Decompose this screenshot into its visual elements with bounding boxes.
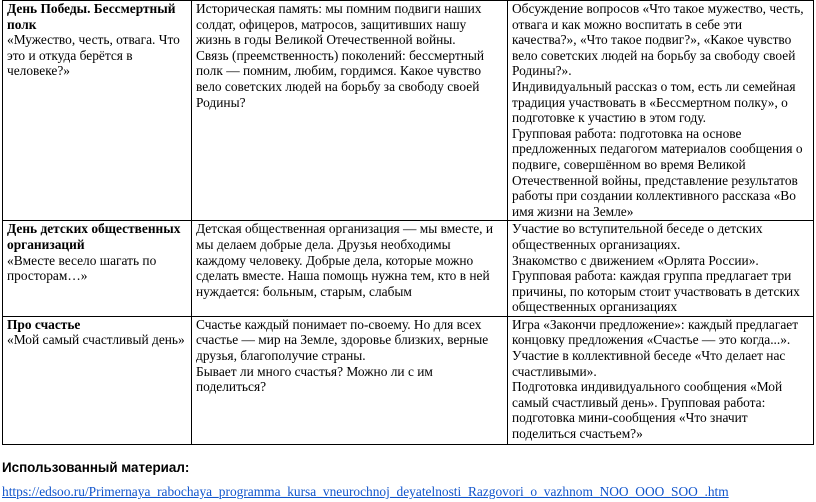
topic-title: День детских общественных организаций — [7, 221, 181, 252]
activity-paragraph: Игра «Закончи предложение»: каждый предлагает концовку предложения «Счастье — это когда...». — [512, 316, 799, 348]
lessons-table — [2, 0, 814, 445]
activity-paragraph: Групповая работа: подготовка на основе предложенных педагогом материалов сообщения о подвиге, совершённом во время Великой Отечественной войны, представление результатов работы при создании коллективного рассказа «Во имя жизни на Земле» — [512, 125, 803, 219]
activity-paragraph: Участие в коллективной беседе «Что делает нас счастливыми». — [512, 348, 786, 379]
content-cell — [192, 1, 508, 221]
sources-heading: Использованный материал: — [2, 460, 190, 475]
activity-paragraph: Подготовка индивидуального сообщения «Мой самый счастливый день». Групповая работа: подготовка мини-сообщения «Что значит поделиться счастьем?» — [512, 379, 783, 442]
content-paragraph: Бывает ли много счастья? Можно ли с им поделиться? — [196, 363, 433, 395]
activity-paragraph: Индивидуальный рассказ о том, есть ли семейная традиция участвовать в «Бессмертном полку», о подготовке к участию в этом году. — [512, 78, 796, 126]
activity-paragraph: Участие во вступительной беседе о детских общественных организациях. — [512, 221, 763, 252]
activity-paragraph: Обсуждение вопросов «Что такое мужество, честь, отвага и как можно воспитать в себе эти качества?», «Что такое подвиг?», «Какое чувство вело советских людей на борьбу за свободу своей Родины?». — [512, 1, 804, 79]
activities-cell — [508, 316, 814, 444]
topic-title: День Победы. Бессмертный полк — [7, 1, 176, 32]
topic-subtitle: «Вместе весело шагать по просторам…» — [7, 252, 157, 284]
content-paragraph: Детская общественная организация — мы вместе, и мы делаем добрые дела. Друзья необходимы каждому человеку. Добрые дела, которые можно сделать вместе. Наша помощь нужна тем, кто в ней нуждается: больным, старым, слабым — [196, 221, 494, 299]
topic-subtitle: «Мужество, честь, отвага. Что это и откуда берётся в человеке?» — [7, 32, 180, 79]
content-paragraph: Связь (преемственность) поколений: бессмертный полк — помним, любим, гордимся. Какое чувство вело советских людей на борьбу за свободу своей Родины? — [196, 47, 485, 110]
source-link[interactable]: https://edsoo.ru/Primernaya_rabochaya_programma_kursa_vneurochnoj_deyatelnosti_Razgovori_o_vazhnom_NOO_OOO_SOO_.htm — [2, 484, 729, 499]
activities-cell — [508, 1, 814, 221]
activities-cell — [508, 221, 814, 317]
content-cell — [192, 221, 508, 317]
activity-paragraph: Знакомство с движением «Орлята России». — [512, 252, 759, 268]
table-row — [3, 221, 814, 317]
content-paragraph: Историческая память: мы помним подвиги наших солдат, офицеров, матросов, защитивших нашу жизнь в годы Великой Отечественной войны. — [196, 1, 482, 48]
content-cell — [192, 316, 508, 444]
topic-cell — [3, 1, 192, 221]
topic-title: Про счастье — [7, 316, 81, 332]
topic-cell — [3, 221, 192, 317]
activity-paragraph: Групповая работа: каждая группа предлагает три причины, по которым стоит участвовать в детских общественных организациях — [512, 268, 800, 315]
table-row — [3, 316, 814, 444]
topic-subtitle: «Мой самый счастливый день» — [7, 332, 185, 348]
content-paragraph: Счастье каждый понимает по-своему. Но для всех счастье — мир на Земле, здоровье близких, верные друзья, благополучие страны. — [196, 316, 489, 364]
topic-cell — [3, 316, 192, 444]
table-row — [3, 1, 814, 221]
